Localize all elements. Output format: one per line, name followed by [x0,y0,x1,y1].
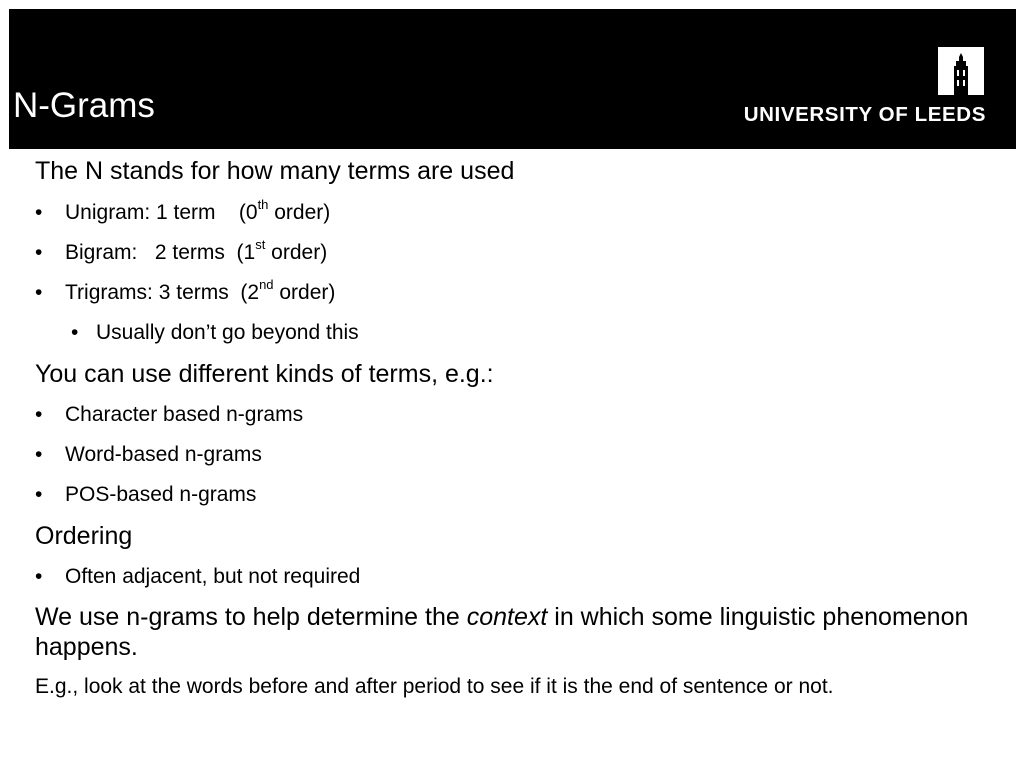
bullet-dot: • [35,565,43,588]
slide-title: N-Grams [13,86,155,125]
bullet-kind-character [35,402,1020,428]
bullet-kind-word [35,442,1020,468]
bullet-trigram [35,277,1020,306]
trigram-text: Trigrams: 3 terms (2 [65,281,260,304]
bullet-bigram [35,237,1020,266]
bullet-ordering-note [35,564,1020,590]
paragraph-ordering: Ordering [35,522,133,550]
unigram-text: Unigram: 1 term (0 [65,201,258,224]
sub-note-text: Usually don’t go beyond this [96,321,359,344]
bullet-dot: • [35,241,43,264]
unigram-tail: order) [268,201,331,224]
trigram-sup: nd [259,277,274,292]
paragraph-context [35,602,995,662]
trigram-tail: order) [273,281,336,304]
ordering-note-text: Often adjacent, but not required [65,565,361,588]
unigram-sup: th [257,197,269,212]
bullet-dot: • [35,201,43,224]
bullet-dot: • [71,321,79,344]
bullet-dot: • [35,281,43,304]
bigram-text: Bigram: 2 terms (1 [65,241,256,264]
bullet-unigram [35,197,1020,226]
context-after: in which some linguistic phenomenon happens. [35,603,976,661]
paragraph-kinds: You can use different kinds of terms, e.g.: [35,360,494,388]
sub-bullet-beyond [35,320,1020,346]
context-before: We use n-grams to help determine the [35,603,467,631]
paragraph-example: E.g., look at the words before and after period to see if it is the end of sentence or not. [35,675,834,698]
header-bar [9,9,1016,149]
context-emphasis: context [466,603,548,631]
parkinson-tower-icon [938,47,984,95]
paragraph-n-meaning: The N stands for how many terms are used [35,157,515,185]
kind-text: POS-based n-grams [65,483,257,506]
kind-text: Character based n-grams [65,403,304,426]
bullet-kind-pos [35,482,1020,508]
university-name: UNIVERSITY OF LEEDS [743,103,986,126]
bullet-dot: • [35,403,43,426]
bigram-tail: order) [265,241,328,264]
bullet-dot: • [35,483,43,506]
bullet-dot: • [35,443,43,466]
kind-text: Word-based n-grams [65,443,262,466]
university-logo [726,47,986,137]
bigram-sup: st [255,237,266,252]
slide-content [35,152,1020,700]
